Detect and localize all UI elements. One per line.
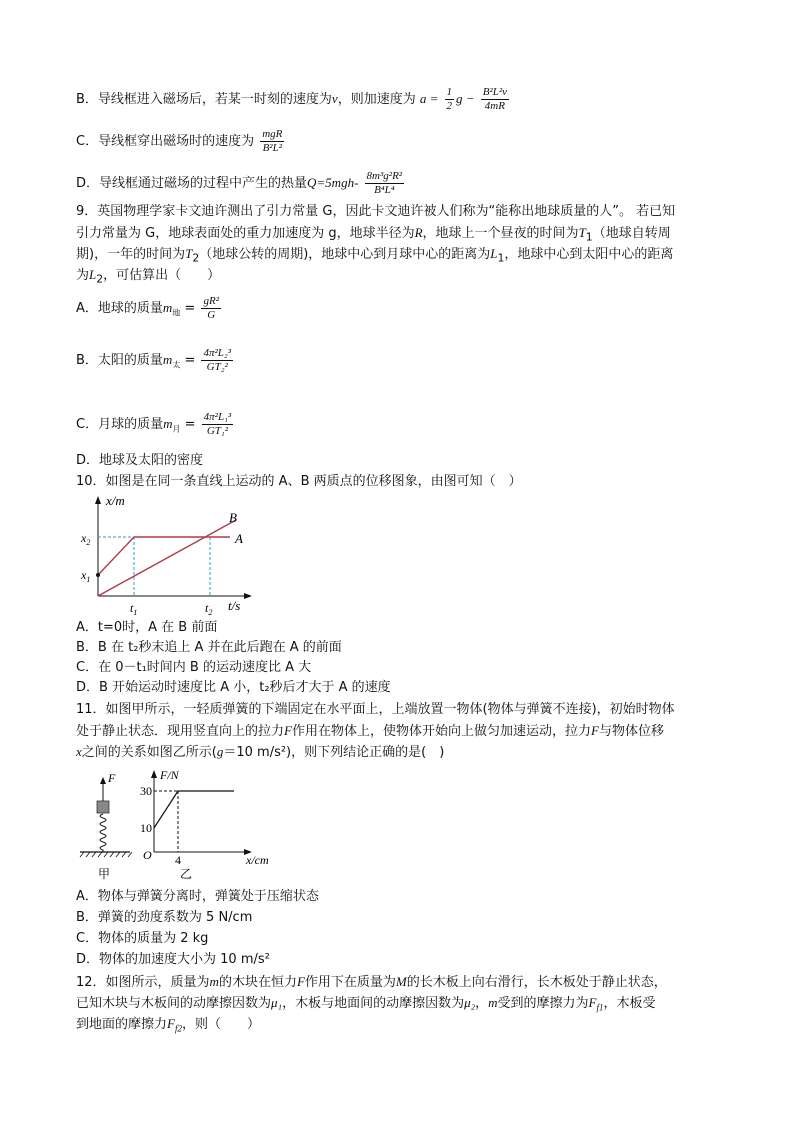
- spring: [100, 814, 106, 852]
- fraction-moon-mass: $\frac{\text{4π²L₁³}}{\text{GT₁²}}$: [203, 411, 232, 437]
- formula-q: Q=5mgh-: [307, 175, 359, 190]
- x1-label: $x_1$: [81, 568, 91, 584]
- t-axis-label: t/s: [228, 598, 241, 613]
- f-axis-label: F/N: [160, 768, 179, 782]
- x1-point: [96, 573, 100, 577]
- q11-stem-line3: x之间的关系如图乙所示(g＝10 m/s²)，则下列结论正确的是( ): [76, 744, 445, 760]
- q10-option-a: A．t=0时，A 在 B 前面: [76, 620, 218, 635]
- formula-a: a =: [419, 91, 439, 106]
- q9-stem-line4: 为$L_2$，可估算出（ ）: [76, 267, 221, 286]
- q12-stem-line2: 已知木块与木板间的动摩擦因数为μ₁，木板与地面间的动摩擦因数为μ₂，m受到的摩擦力为$F_{f1}$，木板受: [76, 995, 656, 1013]
- q11-option-c: C．物体的质量为 2 kg: [76, 931, 209, 946]
- q11-stem-line2: 处于静止状态．现用竖直向上的拉力F作用在物体上，使物体开始向上做匀加速运动，拉力F与物体位移: [76, 723, 664, 739]
- spring-figure: [80, 771, 132, 881]
- q11-option-d: D．物体的加速度大小为 10 m/s²: [76, 952, 270, 967]
- q9-stem-line1: 9．英国物理学家卡文迪许测出了引力常量 G，因此卡文迪许被人们称为“能称出地球质量的人”。 若已知: [76, 204, 676, 219]
- tick-30: 30: [140, 784, 152, 798]
- fraction-earth-mass: $\frac{\text{gR²}}{G}$: [203, 295, 219, 321]
- origin-label: O: [143, 848, 152, 862]
- tick-10: 10: [140, 821, 152, 835]
- t1-label: $t_1$: [130, 601, 138, 617]
- f-axis-arrow: [151, 770, 157, 778]
- q9-option-d: D．地球及太阳的密度: [76, 453, 204, 468]
- line-b-label: B: [229, 510, 237, 525]
- tick-4: 4: [175, 853, 181, 867]
- fraction-accel: $\frac{\text{B²L²v}}{4mR}$: [482, 86, 508, 112]
- option-text: B．导线框进入磁场后，若某一时刻的速度为: [76, 92, 332, 107]
- fig-label-jia: 甲: [98, 867, 111, 881]
- q9-option-a: A．地球的质量$m_地$ = $\frac{\text{gR²}}{G}$: [76, 295, 219, 321]
- line-b: [98, 520, 236, 596]
- q8-option-d: [76, 170, 406, 197]
- fraction-speed: $\frac{\text{mgR}}{\text{B²L²}}$: [262, 128, 283, 154]
- x2-label: $x_2$: [81, 531, 91, 547]
- force-label: F: [108, 771, 116, 785]
- q11-stem-line1: 11．如图甲所示，一轻质弹簧的下端固定在水平面上，上端放置一物体(物体与弹簧不连接)，初始时物体: [76, 702, 675, 717]
- fraction-half: $\frac{1}{2}$: [446, 86, 453, 112]
- t-axis-arrow: [244, 593, 252, 599]
- q8-option-b: [76, 86, 511, 113]
- q11-option-a: A．物体与弹簧分离时，弹簧处于压缩状态: [76, 889, 319, 904]
- q12-stem-line1: 12．如图所示，质量为m的木块在恒力F作用下在质量为M的长木板上向右滑行，长木板处于静止状态，: [76, 974, 667, 990]
- q9-option-c: C．月球的质量$m_月$ = $\frac{\text{4π²L₁³}}{\text{GT₁²}}$: [76, 411, 232, 437]
- block: [97, 801, 109, 813]
- q12-stem-line3: 到地面的摩擦力$F_{f2}$，则（ ）: [76, 1016, 260, 1034]
- q10-xt-graph: [78, 492, 268, 622]
- q10-option-c: C．在 0－t₁时间内 B 的运动速度比 A 大: [76, 660, 312, 675]
- q10-option-d: D．B 开始运动时速度比 A 小，t₂秒后才大于 A 的速度: [76, 680, 391, 695]
- fraction-sun-mass: $\frac{\text{4π²L₂³}}{\text{GT₂²}}$: [203, 347, 232, 373]
- q9-stem-line2: 引力常量为 G，地球表面处的重力加速度为 g，地球半径为R，地球上一个昼夜的时间为$T_1$（地球自转周: [76, 225, 671, 244]
- var-v: v: [331, 91, 338, 106]
- x-axis-label: x/cm: [246, 853, 269, 867]
- q11-figure: [76, 768, 286, 883]
- q10-stem: 10．如图是在同一条直线上运动的 A、B 两质点的位移图象，由图可知（ ）: [76, 474, 522, 489]
- x-axis-arrow: [95, 496, 101, 504]
- fx-graph: [140, 768, 269, 881]
- formula-g: g −: [456, 91, 475, 106]
- t2-label: $t_2$: [205, 601, 213, 617]
- q11-option-b: B．弹簧的劲度系数为 5 N/cm: [76, 910, 253, 925]
- fig-label-yi: 乙: [180, 867, 193, 881]
- option-text: D．导线框通过磁场的过程中产生的热量: [76, 176, 308, 191]
- f-x-line: [154, 791, 234, 828]
- q8-option-c: [76, 128, 286, 155]
- force-arrowhead: [100, 777, 106, 784]
- option-text: ，则加速度为: [337, 92, 416, 107]
- option-text: C．导线框穿出磁场时的速度为: [76, 134, 255, 149]
- x-axis-label: x/m: [106, 493, 125, 508]
- q9-stem-line3: 期)，一年的时间为$T_2$（地球公转的周期)，地球中心到月球中心的距离为$L_1$，地球中心到太阳中心的距离: [76, 246, 674, 265]
- line-a-label: A: [235, 531, 243, 546]
- q10-option-b: B．B 在 t₂秒末追上 A 并在此后跑在 A 的前面: [76, 640, 342, 655]
- fraction-heat: $\frac{\text{8m³g²R²}}{\text{B⁴L⁴}}$: [366, 170, 403, 196]
- q9-option-b: B．太阳的质量$m_太$ = $\frac{\text{4π²L₂³}}{\text{GT₂²}}$: [76, 347, 232, 373]
